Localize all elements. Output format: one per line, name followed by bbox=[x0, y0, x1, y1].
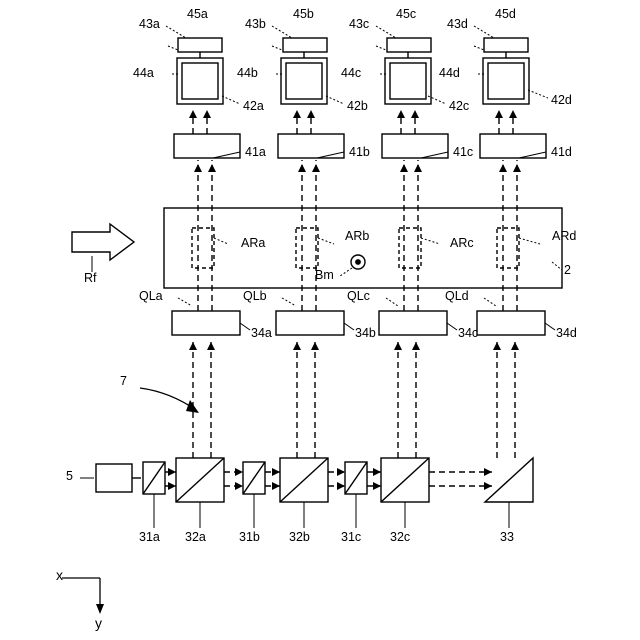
beam-arrow-10 bbox=[373, 482, 381, 490]
label-43b: 43b bbox=[245, 17, 266, 31]
label-QLa: QLa bbox=[139, 289, 163, 303]
beam-arrow-42b-1 bbox=[293, 110, 301, 118]
leader-ARc bbox=[421, 238, 440, 244]
beam-arrow-41d-1 bbox=[499, 164, 507, 172]
label-42d: 42d bbox=[551, 93, 572, 107]
beam-arrow-41b-2 bbox=[312, 164, 320, 172]
beam-up-arrow-a2 bbox=[207, 342, 215, 350]
label-33: 33 bbox=[500, 530, 514, 544]
beam-arrow-12 bbox=[484, 482, 492, 490]
leader-45b bbox=[272, 26, 292, 38]
label-43a: 43a bbox=[139, 17, 160, 31]
label-QLc: QLc bbox=[347, 289, 370, 303]
leader-Bm bbox=[340, 268, 352, 276]
label-32c: 32c bbox=[390, 530, 411, 544]
region-ARd bbox=[497, 228, 519, 268]
beam-arrow-41d-2 bbox=[513, 164, 521, 172]
label-ARc: ARc bbox=[450, 236, 474, 250]
label-Rf: Rf bbox=[84, 271, 97, 285]
beam-up-arrow-c1 bbox=[394, 342, 402, 350]
block-32a-diagonal bbox=[176, 458, 224, 502]
label-32a: 32a bbox=[185, 530, 206, 544]
beam-arrow-6 bbox=[272, 482, 280, 490]
leader-45a bbox=[166, 26, 186, 38]
leader-7-arrowhead bbox=[186, 400, 199, 413]
leader-43a bbox=[168, 46, 178, 50]
label-44b: 44b bbox=[237, 66, 258, 80]
symbol-Bm-dot bbox=[356, 260, 360, 264]
beam-arrow-42c-2 bbox=[411, 110, 419, 118]
label-41c: 41c bbox=[453, 145, 474, 159]
label-QLb: QLb bbox=[243, 289, 267, 303]
axis-y-label: y bbox=[95, 615, 102, 631]
label-43d: 43d bbox=[447, 17, 468, 31]
leader-34b bbox=[344, 323, 354, 330]
leader-41a bbox=[213, 152, 240, 158]
block-32b-diagonal bbox=[280, 458, 328, 502]
beam-arrow-42d-1 bbox=[495, 110, 503, 118]
beam-up-arrow-b1 bbox=[293, 342, 301, 350]
block-45d bbox=[484, 38, 528, 52]
beam-arrow-42d-2 bbox=[509, 110, 517, 118]
beam-arrow-4 bbox=[235, 482, 243, 490]
beam-arrow-11 bbox=[484, 468, 492, 476]
block-5 bbox=[96, 464, 132, 492]
label-ARd: ARd bbox=[552, 229, 577, 243]
label-2: 2 bbox=[564, 263, 571, 277]
beam-arrow-42a-2 bbox=[203, 110, 211, 118]
block-45c bbox=[387, 38, 431, 52]
beam-arrow-41a-1 bbox=[194, 164, 202, 172]
label-Bm: Bm bbox=[315, 268, 334, 282]
label-42b: 42b bbox=[347, 99, 368, 113]
label-44c: 44c bbox=[341, 66, 362, 80]
beam-up-arrow-d1 bbox=[493, 342, 501, 350]
beam-arrow-41c-2 bbox=[414, 164, 422, 172]
label-31b: 31b bbox=[239, 530, 260, 544]
beam-arrow-1 bbox=[168, 468, 176, 476]
label-31c: 31c bbox=[341, 530, 362, 544]
label-34c: 34c bbox=[458, 326, 479, 340]
leader-2 bbox=[552, 262, 562, 270]
label-42c: 42c bbox=[449, 99, 470, 113]
leader-41c bbox=[421, 152, 448, 158]
label-34a: 34a bbox=[251, 326, 272, 340]
block-44a-outer bbox=[177, 58, 223, 104]
region-ARa bbox=[192, 228, 214, 268]
label-7: 7 bbox=[120, 374, 127, 388]
beam-arrow-3 bbox=[235, 468, 243, 476]
beam-arrow-9 bbox=[373, 468, 381, 476]
leader-45c bbox=[376, 26, 396, 38]
label-34b: 34b bbox=[355, 326, 376, 340]
label-41a: 41a bbox=[245, 145, 266, 159]
beam-arrow-42c-1 bbox=[397, 110, 405, 118]
label-45d: 45d bbox=[495, 7, 516, 21]
axis-x-label: x bbox=[56, 567, 63, 583]
leader-43b bbox=[272, 46, 282, 50]
leader-34c bbox=[447, 323, 457, 330]
block-45b bbox=[283, 38, 327, 52]
leader-43d bbox=[474, 46, 484, 50]
leader-QLd bbox=[484, 298, 496, 306]
block-44d-outer bbox=[483, 58, 529, 104]
block-34a bbox=[172, 311, 240, 335]
leader-34d bbox=[545, 323, 555, 330]
leader-QLc bbox=[386, 298, 398, 306]
beam-arrow-8 bbox=[337, 482, 345, 490]
label-45c: 45c bbox=[396, 7, 417, 21]
block-34d bbox=[477, 311, 545, 335]
label-31a: 31a bbox=[139, 530, 160, 544]
block-42d-inner bbox=[488, 63, 524, 99]
leader-43c bbox=[376, 46, 386, 50]
leader-QLa bbox=[178, 298, 192, 306]
beam-arrow-41a-2 bbox=[208, 164, 216, 172]
beam-up-arrow-c2 bbox=[412, 342, 420, 350]
region-ARb bbox=[296, 228, 318, 268]
label-44a: 44a bbox=[133, 66, 154, 80]
block-32c-diagonal bbox=[381, 458, 429, 502]
label-41d: 41d bbox=[551, 145, 572, 159]
block-31c-diagonal bbox=[345, 462, 367, 494]
beam-up-arrow-b2 bbox=[311, 342, 319, 350]
axis-y-arrow bbox=[96, 604, 104, 614]
label-ARb: ARb bbox=[345, 229, 370, 243]
beam-arrow-42a-1 bbox=[189, 110, 197, 118]
beam-arrow-42b-2 bbox=[307, 110, 315, 118]
label-34d: 34d bbox=[556, 326, 577, 340]
block-34b bbox=[276, 311, 344, 335]
block-33-mirror bbox=[485, 458, 533, 502]
block-44b-outer bbox=[281, 58, 327, 104]
label-45a: 45a bbox=[187, 7, 208, 21]
label-32b: 32b bbox=[289, 530, 310, 544]
block-44c-outer bbox=[385, 58, 431, 104]
beam-arrow-5 bbox=[272, 468, 280, 476]
leader-45d bbox=[474, 26, 494, 38]
block-45a bbox=[178, 38, 222, 52]
leader-42d bbox=[528, 90, 548, 98]
leader-ARd bbox=[519, 238, 540, 244]
label-QLd: QLd bbox=[445, 289, 469, 303]
block-42b-inner bbox=[286, 63, 322, 99]
leader-42b bbox=[326, 96, 344, 104]
label-43c: 43c bbox=[349, 17, 370, 31]
leader-41b bbox=[317, 152, 344, 158]
beam-arrow-41c-1 bbox=[400, 164, 408, 172]
beam-up-arrow-d2 bbox=[511, 342, 519, 350]
leader-41d bbox=[519, 152, 546, 158]
block-42c-inner bbox=[390, 63, 426, 99]
leader-ARa bbox=[214, 238, 228, 244]
leader-42a bbox=[222, 96, 240, 104]
label-5: 5 bbox=[66, 469, 73, 483]
beam-arrow-2 bbox=[168, 482, 176, 490]
leader-QLb bbox=[282, 298, 296, 306]
label-41b: 41b bbox=[349, 145, 370, 159]
block-34c bbox=[379, 311, 447, 335]
label-42a: 42a bbox=[243, 99, 264, 113]
leader-ARb bbox=[318, 238, 334, 244]
label-44d: 44d bbox=[439, 66, 460, 80]
block-42a-inner bbox=[182, 63, 218, 99]
leader-34a bbox=[240, 323, 250, 330]
beam-arrow-41b-1 bbox=[298, 164, 306, 172]
label-ARa: ARa bbox=[241, 236, 266, 250]
beam-up-arrow-a1 bbox=[189, 342, 197, 350]
beam-arrow-7 bbox=[337, 468, 345, 476]
label-45b: 45b bbox=[293, 7, 314, 21]
arrow-Rf bbox=[72, 224, 134, 260]
block-31a-diagonal bbox=[143, 462, 165, 494]
block-31b-diagonal bbox=[243, 462, 265, 494]
